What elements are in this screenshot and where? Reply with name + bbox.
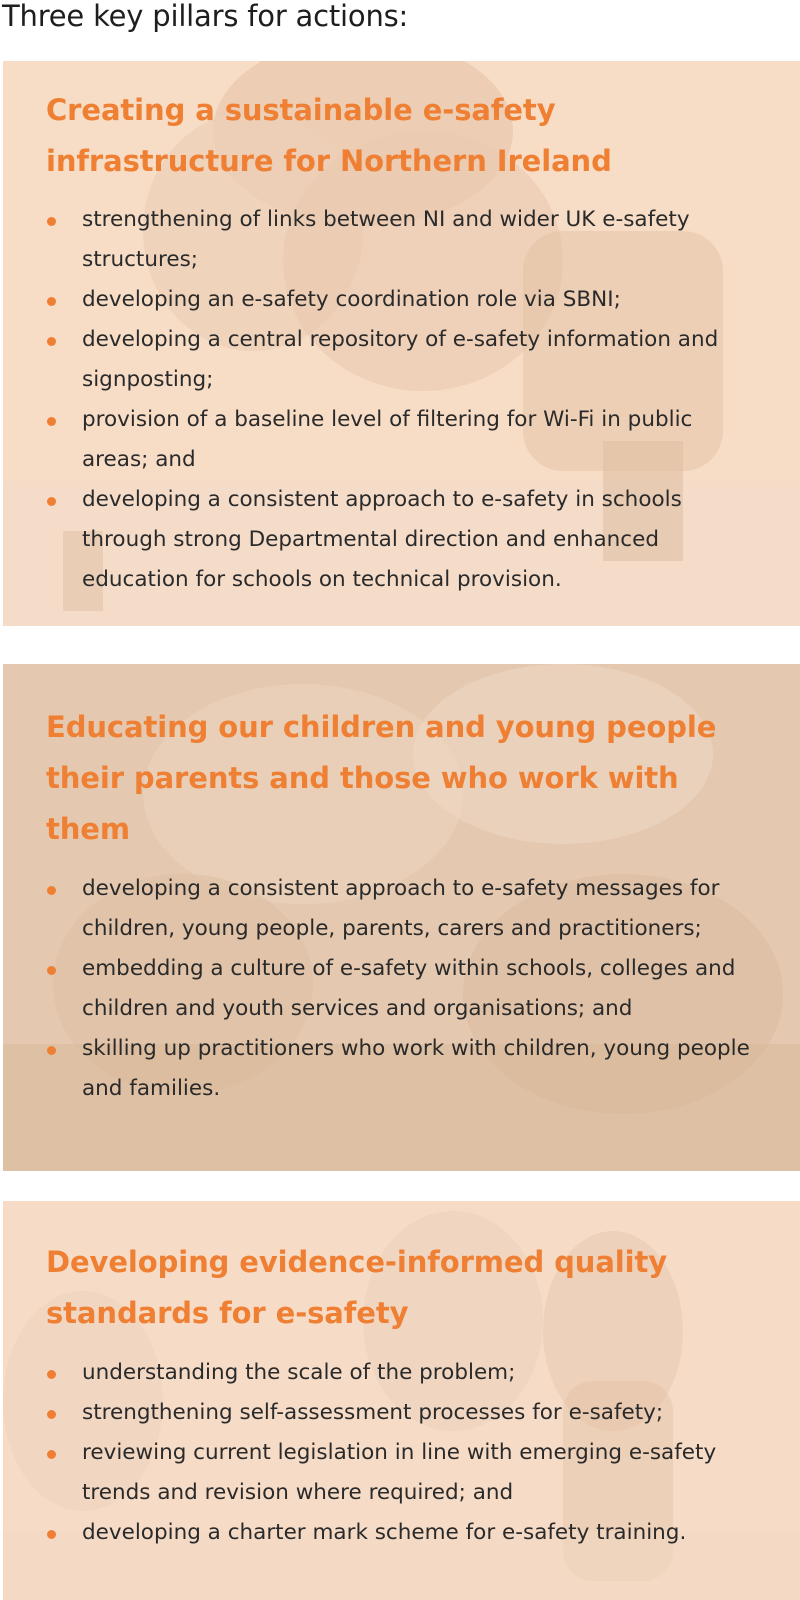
list-item [46,949,760,1029]
pillar-title: Educating our children and young people their parents and those who work with them [46,710,717,846]
bullet-dot-icon [47,217,56,226]
pillar-panel-education [3,664,800,1171]
list-item [46,280,760,320]
pillar-panel-infrastructure [3,61,800,626]
list-item-text: skilling up practitioners who work with children, young people and families. [82,1036,750,1101]
bullet-dot-icon [47,337,56,346]
bullet-dot-icon [47,417,56,426]
bullet-dot-icon [47,1410,56,1419]
list-item-text: developing a consistent approach to e-safety in schools through strong Departmental direction and enhanced education for schools on technical provision. [82,487,682,592]
list-item [46,1433,760,1513]
list-item [46,1029,760,1109]
list-item [46,400,760,480]
list-item [46,480,760,600]
list-item [46,1513,760,1553]
pillar-title: Developing evidence-informed quality standards for e-safety [46,1245,668,1330]
list-item [46,200,760,280]
pillar-panel-standards [3,1201,800,1600]
pillar-title: Creating a sustainable e-safety infrastructure for Northern Ireland [46,93,612,178]
list-item-text: provision of a baseline level of filtering for Wi-Fi in public areas; and [82,407,693,472]
list-item [46,869,760,949]
pillar-bullet-list [46,1353,760,1553]
bullet-dot-icon [47,1046,56,1055]
list-item-text: developing an e-safety coordination role via SBNI; [82,287,621,312]
list-item-text: strengthening self-assessment processes for e-safety; [82,1400,664,1425]
list-item-text: developing a charter mark scheme for e-safety training. [82,1520,687,1545]
page-heading: Three key pillars for actions: [2,0,409,33]
pillar-bullet-list [46,869,760,1109]
bullet-dot-icon [47,886,56,895]
list-item-text: developing a central repository of e-safety information and signposting; [82,327,719,392]
bullet-dot-icon [47,966,56,975]
list-item-text: developing a consistent approach to e-safety messages for children, young people, parents, carers and practitioners; [82,876,720,941]
list-item [46,1393,760,1433]
list-item [46,1353,760,1393]
bullet-dot-icon [47,497,56,506]
bullet-dot-icon [47,297,56,306]
bullet-dot-icon [47,1530,56,1539]
list-item-text: strengthening of links between NI and wider UK e-safety structures; [82,207,690,272]
list-item-text: reviewing current legislation in line with emerging e-safety trends and revision where required; and [82,1440,717,1505]
bullet-dot-icon [47,1370,56,1379]
list-item [46,320,760,400]
list-item-text: understanding the scale of the problem; [82,1360,516,1385]
list-item-text: embedding a culture of e-safety within schools, colleges and children and youth services and organisations; and [82,956,736,1021]
bullet-dot-icon [47,1450,56,1459]
pillar-bullet-list [46,200,760,600]
